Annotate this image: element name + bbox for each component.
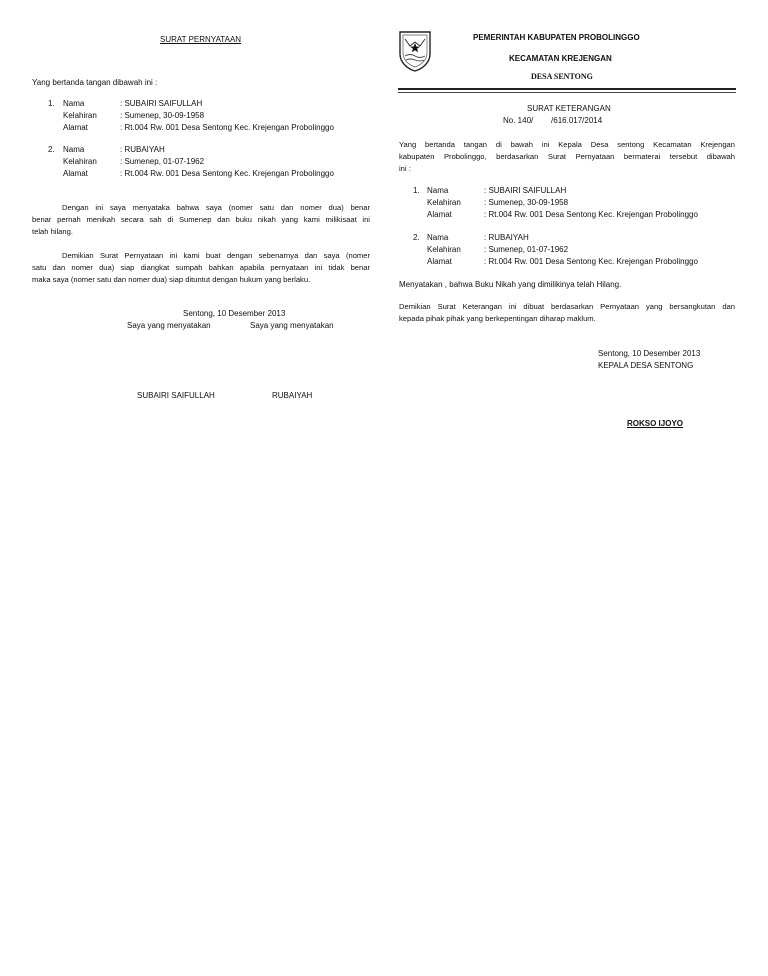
person-number: 1.	[413, 186, 420, 195]
right-title: SURAT KETERANGAN	[527, 104, 611, 113]
paragraph-line: maka saya (nomer satu dan nomer dua) siap dituntut dengan hukum yang berlaku.	[32, 275, 311, 284]
person-number: 1.	[48, 99, 55, 108]
regency-emblem-icon	[398, 30, 432, 72]
nama-label: Nama	[427, 233, 449, 242]
nama-value: : RUBAIYAH	[484, 233, 529, 242]
header-rule-thin	[398, 92, 736, 93]
paragraph-line: Dengan ini saya menyataka bahwa saya (nomer satu dan nomer dua) benar	[62, 203, 370, 212]
nama-label: Nama	[427, 186, 449, 195]
alamat-label: Alamat	[427, 210, 452, 219]
nama-value: : SUBAIRI SAIFULLAH	[484, 186, 567, 195]
kelahiran-label: Kelahiran	[63, 157, 97, 166]
header-government: PEMERINTAH KABUPATEN PROBOLINGGO	[473, 33, 640, 42]
sign-label-2: Saya yang menyatakan	[250, 321, 334, 330]
left-intro: Yang bertanda tangan dibawah ini :	[32, 78, 158, 87]
person-number: 2.	[413, 233, 420, 242]
signer-2-name: RUBAIYAH	[272, 391, 313, 400]
kelahiran-value: : Sumenep, 01-07-1962	[484, 245, 569, 254]
alamat-value: : Rt.004 Rw. 001 Desa Sentong Kec. Krejengan Probolinggo	[120, 123, 334, 132]
nama-label: Nama	[63, 99, 85, 108]
kelahiran-label: Kelahiran	[427, 245, 461, 254]
kelahiran-value: : Sumenep, 30-09-1958	[484, 198, 569, 207]
person-number: 2.	[48, 145, 55, 154]
right-date: Sentong, 10 Desember 2013	[598, 349, 701, 358]
official-position: KEPALA DESA SENTONG	[598, 361, 694, 370]
header-district: KECAMATAN KREJENGAN	[509, 54, 612, 63]
kelahiran-value: : Sumenep, 30-09-1958	[120, 111, 205, 120]
alamat-label: Alamat	[427, 257, 452, 266]
nama-value: : RUBAIYAH	[120, 145, 165, 154]
paragraph-line: Yang bertanda tangan di bawah ini Kepala Desa sentong Kecamatan Krejengan	[399, 140, 735, 149]
header-village: DESA SENTONG	[531, 72, 593, 81]
alamat-value: : Rt.004 Rw. 001 Desa Sentong Kec. Krejengan Probolinggo	[484, 210, 698, 219]
letter-number: No. 140/ /616.017/2014	[503, 116, 603, 125]
statement: Menyatakan , bahwa Buku Nikah yang dimilikinya telah Hilang.	[399, 280, 622, 289]
alamat-label: Alamat	[63, 123, 88, 132]
paragraph-line: benar pernah menikah secara sah di Sumenep dan buku nikah yang kami milikisaat ini	[32, 215, 370, 224]
paragraph-line: telah hilang.	[32, 227, 73, 236]
alamat-label: Alamat	[63, 169, 88, 178]
paragraph-line: kabupaten Probolinggo, berdasarkan Surat Pernyataan bermaterai tersebut dibawah	[399, 152, 735, 161]
official-signer: ROKSO IJOYO	[627, 419, 684, 428]
left-date: Sentong, 10 Desember 2013	[183, 309, 286, 318]
alamat-value: : Rt.004 Rw. 001 Desa Sentong Kec. Krejengan Probolinggo	[120, 169, 334, 178]
signer-1-name: SUBAIRI SAIFULLAH	[137, 391, 215, 400]
paragraph-line: kepada pihak pihak yang berkepentingan diharap maklum.	[399, 314, 596, 323]
paragraph-line: Demikian Surat Pernyataan ini kami buat dengan sebenarnya dan saya (nomer	[62, 251, 370, 260]
header-rule-thick	[398, 88, 736, 90]
alamat-value: : Rt.004 Rw. 001 Desa Sentong Kec. Krejengan Probolinggo	[484, 257, 698, 266]
kelahiran-value: : Sumenep, 01-07-1962	[120, 157, 205, 166]
kelahiran-label: Kelahiran	[427, 198, 461, 207]
paragraph-line: satu dan nomer dua) siap diangkat sumpah bahkan apabila pernyataan ini tidak benar	[32, 263, 370, 272]
paragraph-line: Demikian Surat Keterangan ini dibuat berdasarkan Pernyataan yang bersangkutan dan	[399, 302, 735, 311]
left-title: SURAT PERNYATAAN	[160, 35, 242, 44]
paragraph-line: ini :	[399, 164, 411, 173]
nama-label: Nama	[63, 145, 85, 154]
sign-label-1: Saya yang menyatakan	[127, 321, 211, 330]
nama-value: : SUBAIRI SAIFULLAH	[120, 99, 203, 108]
kelahiran-label: Kelahiran	[63, 111, 97, 120]
